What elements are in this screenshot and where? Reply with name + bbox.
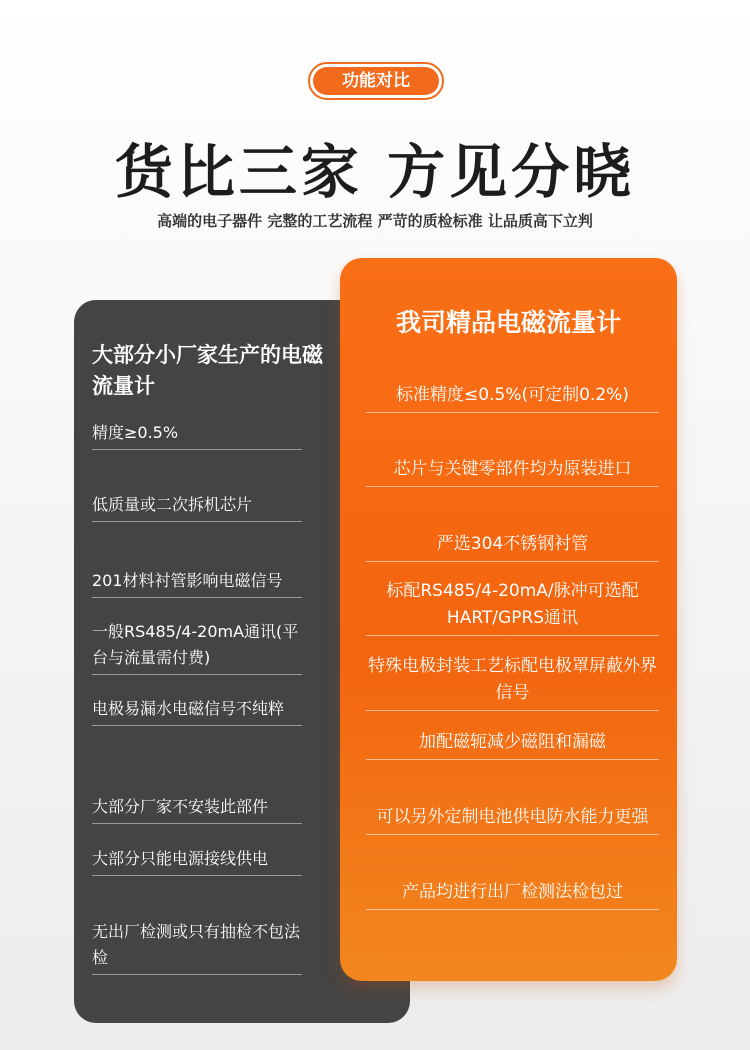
competitor-item: 无出厂检测或只有抽检不包法检 (92, 919, 302, 975)
badge-label: 功能对比 (313, 67, 439, 95)
our-product-item: 可以另外定制电池供电防水能力更强 (366, 804, 659, 835)
competitor-item: 一般RS485/4-20mA通讯(平台与流量需付费) (92, 619, 302, 675)
our-product-item: 加配磁轭减少磁阻和漏磁 (366, 729, 659, 760)
our-product-item: 标准精度≤0.5%(可定制0.2%) (366, 382, 659, 413)
our-product-item: 芯片与关键零部件均为原装进口 (366, 456, 659, 487)
page-title: 货比三家 方见分晓 (114, 138, 636, 206)
competitor-item: 大部分只能电源接线供电 (92, 846, 302, 876)
competitor-item: 电极易漏水电磁信号不纯粹 (92, 696, 302, 726)
competitor-item: 大部分厂家不安装此部件 (92, 794, 302, 824)
competitor-item: 201材料衬管影响电磁信号 (92, 568, 302, 598)
competitor-item: 低质量或二次拆机芯片 (92, 492, 302, 522)
competitor-heading: 大部分小厂家生产的电磁流量计 (92, 343, 323, 398)
our-product-heading: 我司精品电磁流量计 (395, 308, 621, 337)
our-product-item: 标配RS485/4-20mA/脉冲可选配HART/GPRS通讯 (366, 578, 659, 636)
feature-comparison-badge (308, 62, 444, 100)
our-product-item: 特殊电极封装工艺标配电极罩屏蔽外界信号 (366, 653, 659, 711)
page-subtitle: 高端的电子器件 完整的工艺流程 严苛的质检标准 让品质高下立判 (157, 212, 593, 230)
our-product-panel (340, 258, 677, 981)
our-product-item: 严选304不锈钢衬管 (366, 531, 659, 562)
our-product-item: 产品均进行出厂检测法检包过 (366, 879, 659, 910)
competitor-item: 精度≥0.5% (92, 420, 302, 450)
